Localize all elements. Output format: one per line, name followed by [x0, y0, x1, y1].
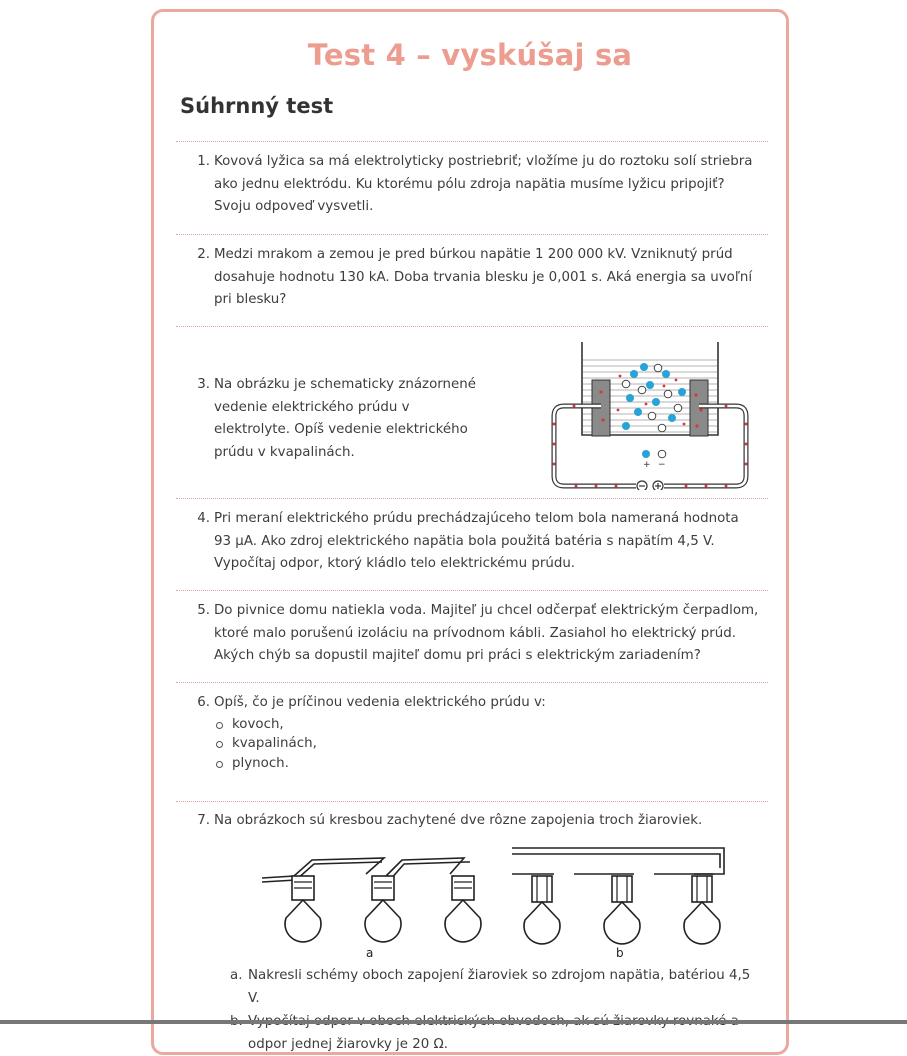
list-item: plynoch. — [214, 754, 760, 774]
question-number: 2. — [197, 247, 210, 262]
horizontal-scrollbar[interactable] — [0, 1020, 907, 1024]
question-text: Na obrázkoch sú kresbou zachytené dve rôzne zapojenia troch žiaroviek. — [214, 813, 703, 828]
list-item — [230, 1010, 760, 1056]
question-7 — [190, 810, 760, 833]
test-card — [151, 9, 789, 1055]
list-item — [230, 964, 760, 1010]
separator — [176, 682, 768, 683]
question-text: Pri meraní elektrického prúdu prechádzajúceho telom bola nameraná hodnota 93 µA. Ako zdroj elektrického napätia bola použitá batéria s napätím 4,5 V. Vypočítaj odpor, ktorý kládlo telo elektrickému prúdu. — [214, 511, 739, 571]
separator — [176, 590, 768, 591]
separator — [176, 141, 768, 142]
question-3 — [190, 374, 485, 464]
question-number: 3. — [197, 377, 210, 392]
question-number: 1. — [197, 154, 210, 169]
question-6 — [190, 692, 760, 773]
minus-sign: − — [658, 460, 666, 470]
question-text: Do pivnice domu natiekla voda. Majiteľ ju chcel odčerpať elektrickým čerpadlom, ktoré malo porušenú izoláciu na prívodnom kábli. Zasiahol ho elektrický prúd. Akých chýb sa dopustil majiteľ domu pri práci s elektrickým zariadením? — [214, 603, 759, 663]
question-1 — [190, 151, 760, 219]
question-5 — [190, 600, 760, 668]
sub-item-label: a. — [230, 968, 243, 983]
bulbs-figure — [254, 838, 734, 960]
question-number: 4. — [197, 511, 210, 526]
electrolysis-figure — [546, 340, 756, 490]
list-item: kvapalinách, — [214, 734, 760, 754]
figure-label-b: b — [616, 946, 624, 960]
question-7-subitems — [230, 964, 760, 1056]
plus-sign: + — [643, 460, 651, 470]
question-text: Opíš, čo je príčinou vedenia elektrického prúdu v: — [214, 695, 546, 710]
separator — [176, 234, 768, 235]
figure-label-a: a — [366, 946, 374, 960]
sub-item-text: Nakresli schémy oboch zapojení žiaroviek so zdrojom napätia, batériou 4,5 V. — [248, 968, 751, 1006]
separator — [176, 801, 768, 802]
sub-item-text: odpor jednej žiarovky je 20 Ω. — [248, 1037, 449, 1052]
separator — [176, 498, 768, 499]
section-heading: Súhrnný test — [180, 94, 334, 118]
bullet-list — [214, 715, 760, 774]
question-2 — [190, 244, 760, 312]
list-item: kovoch, — [214, 715, 760, 735]
question-4 — [190, 508, 760, 576]
question-text: Medzi mrakom a zemou je pred búrkou napätie 1 200 000 kV. Vzniknutý prúd dosahuje hodnotu 130 kA. Doba trvania blesku je 0,001 s. Aká energia sa uvoľní pri blesku? — [214, 247, 753, 307]
sub-list — [230, 964, 760, 1056]
question-number: 5. — [197, 603, 210, 618]
question-text: Kovová lyžica sa má elektrolyticky postriebriť; vložíme ju do roztoku solí striebra ako jednu elektródu. Ku ktorému pólu zdroja napätia musíme lyžicu pripojiť? Svoju odpoveď vysvetli. — [214, 154, 753, 214]
separator — [176, 326, 768, 327]
page-title: Test 4 – vyskúšaj sa — [307, 38, 633, 72]
question-number: 7. — [197, 813, 210, 828]
question-number: 6. — [197, 695, 210, 710]
question-text: Na obrázku je schematicky znázornené vedenie elektrického prúdu v elektrolyte. Opíš vedenie elektrického prúdu v kvapalinách. — [214, 377, 476, 460]
